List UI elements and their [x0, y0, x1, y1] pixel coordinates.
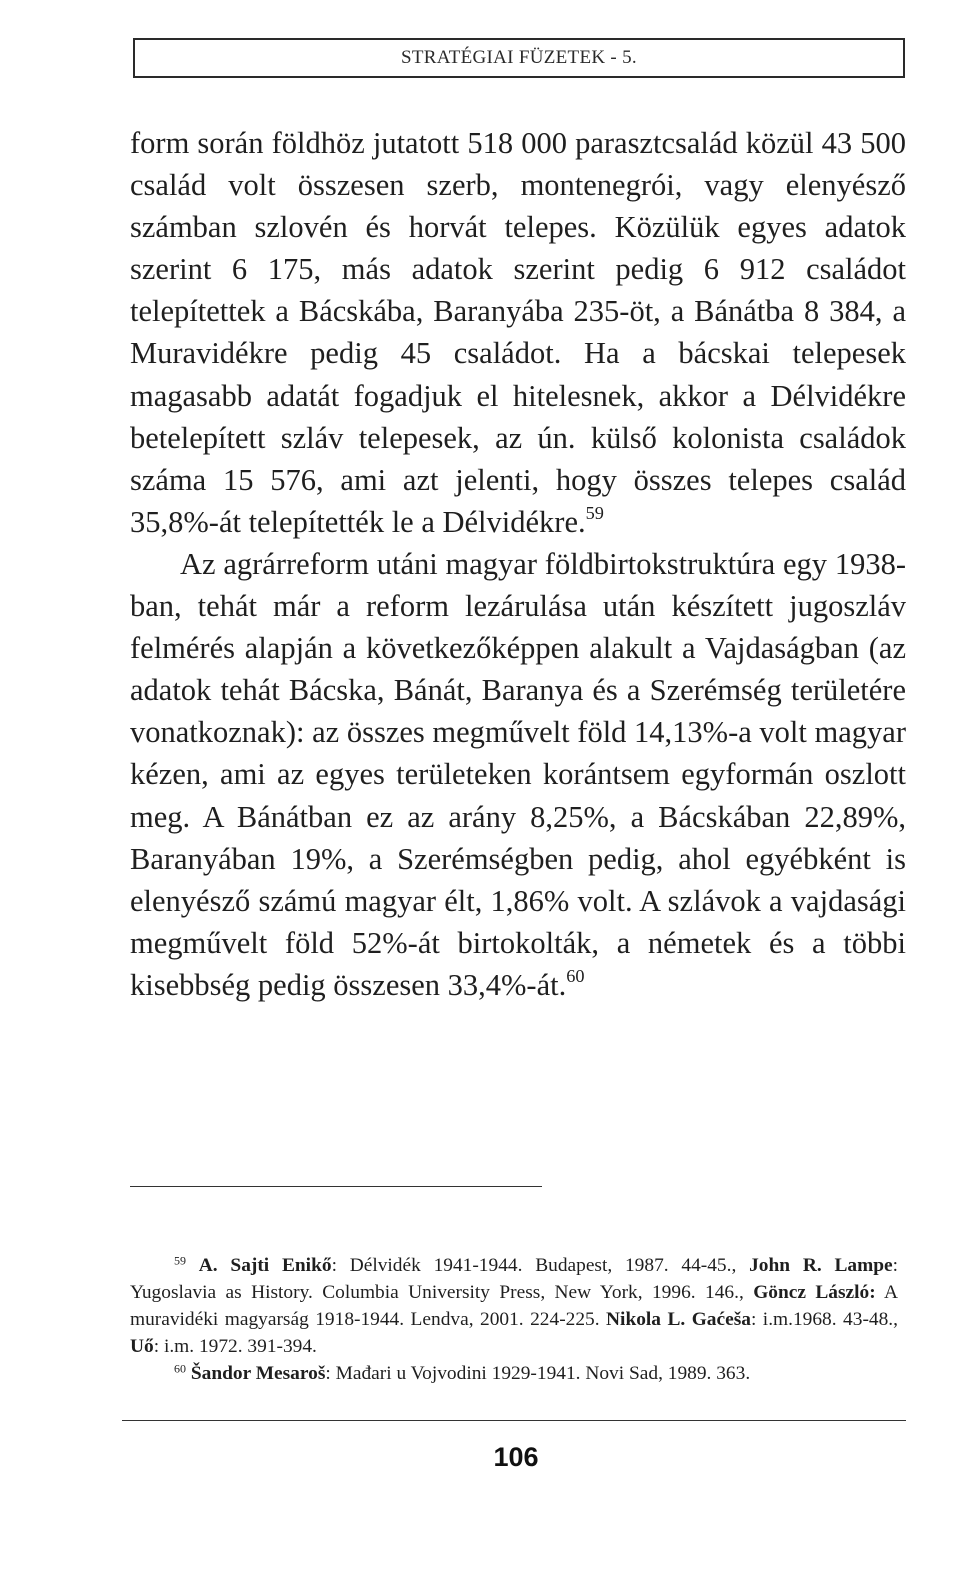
footnote-60-author: Šandor Mesaroš	[190, 1363, 326, 1384]
footnote-59-author-4: Nikola L. Gaćeša	[606, 1309, 751, 1330]
footnote-separator	[130, 1186, 542, 1187]
footnotes	[130, 1252, 898, 1387]
bottom-rule	[122, 1420, 906, 1421]
running-header	[133, 38, 905, 78]
footnote-59-text-3: A muravidéki magyarság 1918-1944. Lendva, 2001. 224-225.	[130, 1282, 899, 1330]
footnote-60-mark: 60	[174, 1361, 187, 1376]
footnote-59-text-4: : i.m.1968. 43-48.,	[750, 1309, 898, 1330]
footnote-ref-60[interactable]: 60	[566, 966, 585, 987]
paragraph-2-text: Az agrárreform utáni magyar földbirtokstruktúra egy 1938-ban, tehát már a reform lezárulása után készített jugoszláv felmérés alapján a következőképpen alakult a Vajdaságban (az adatok tehát Bácska, Bánát, Baranya és a Szerémség területére vonatkoznak): az összes megművelt föld 14,13%-a volt magyar kézen, ami az egyes területeken korántsem egyformán oszlott meg. A Bánátban ez az arány 8,25%, a Bácskában 22,89%, Baranyában 19%, a Szerémségben pedig, ahol egyébként is elenyésző számú magyar élt, 1,86% volt. A szlávok a vajdasági megművelt föld 52%-át birtokolták, a németek és a többi kisebbség pedig összesen 33,4%-át.	[130, 546, 906, 1002]
footnote-59-mark: 59	[174, 1253, 187, 1268]
footnote-60	[130, 1360, 898, 1387]
main-text	[130, 122, 906, 1006]
running-header-title: STRATÉGIAI FÜZETEK - 5.	[401, 47, 637, 68]
paragraph-1-text: form során földhöz jutatott 518 000 parasztcsalád közül 43 500 család volt összesen szerb, montenegrói, vagy elenyésző számban szlovén és horvát telepes. Közülük egyes adatok szerint 6 175, más adatok szerint pedig 6 912 családot telepítettek a Bácskába, Baranyába 235-öt, a Bánátba 8 384, a Muravidékre pedig 45 családot. Ha a bácskai telepesek magasabb adatát fogadjuk el hitelesnek, akkor a Délvidékre betelepített szláv telepesek, az ún. külső kolonista családok száma 15 576, ami azt jelenti, hogy összes telepes család 35,8%-át telepítették le a Délvidékre.	[130, 126, 906, 539]
paragraph-2	[130, 543, 906, 1006]
footnote-59-author-3: Göncz László:	[753, 1282, 876, 1303]
footnote-60-text: : Mađari u Vojvodini 1929-1941. Novi Sad, 1989. 363.	[325, 1363, 751, 1384]
page-number: 106	[493, 1442, 539, 1472]
footnote-59	[130, 1252, 898, 1360]
paragraph-1	[130, 122, 906, 543]
footnote-59-author-2: John R. Lampe	[749, 1255, 893, 1276]
footnote-59-text-2: : Yugoslavia as History. Columbia University Press, New York, 1996. 146.,	[130, 1255, 899, 1303]
footnote-ref-59[interactable]: 59	[585, 503, 604, 524]
footnote-59-text-1: : Délvidék 1941-1944. Budapest, 1987. 44-45.,	[331, 1255, 750, 1276]
footnote-59-text-5: : i.m. 1972. 391-394.	[153, 1336, 317, 1357]
footnote-59-author-5: Uő	[130, 1336, 154, 1357]
footnote-59-author-1: A. Sajti Enikő	[198, 1255, 332, 1276]
